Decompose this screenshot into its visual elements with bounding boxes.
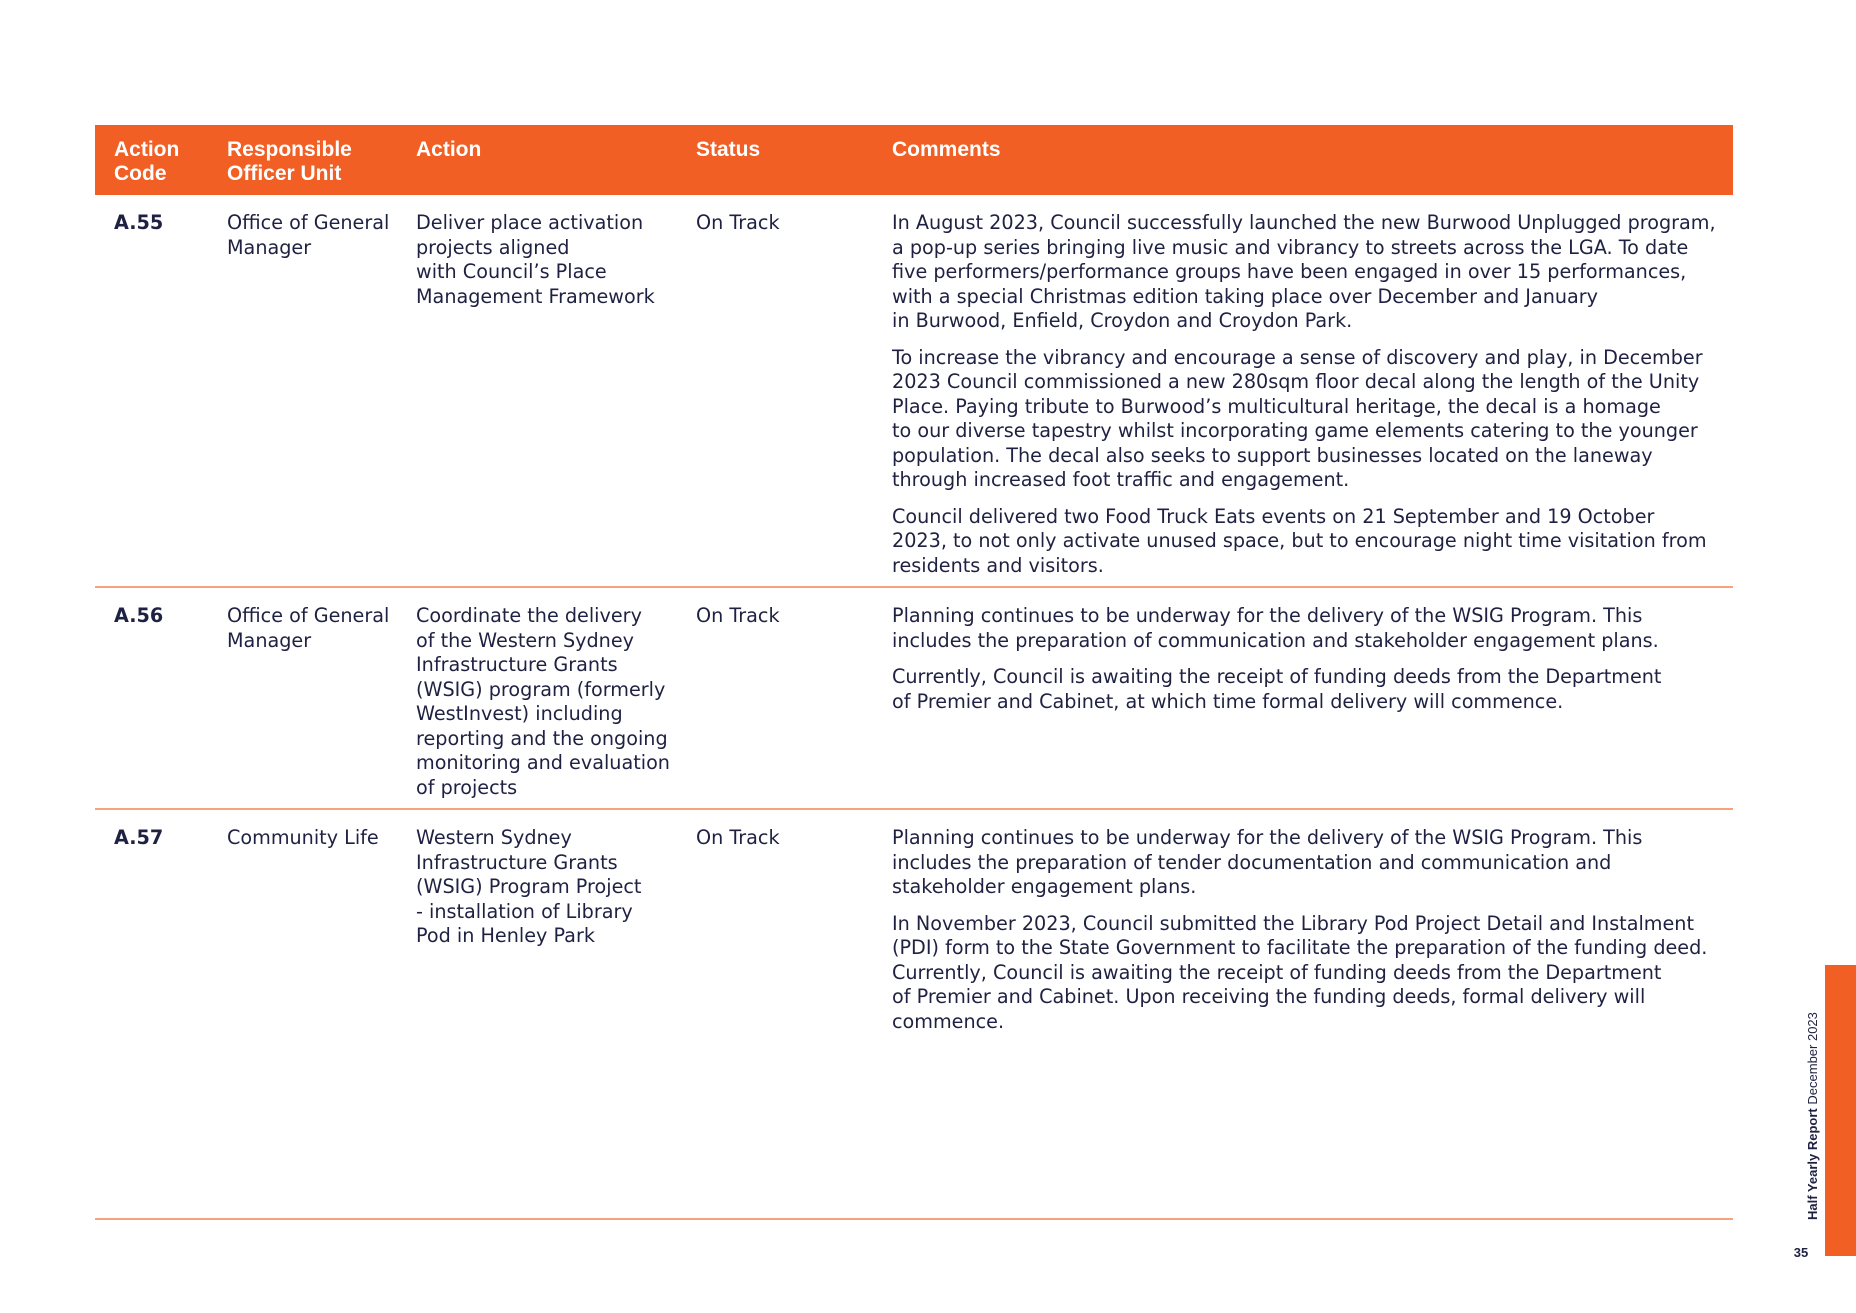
comments	[892, 211, 1737, 590]
status-text: On Track	[696, 604, 780, 627]
table-header	[95, 125, 1733, 195]
table-row	[95, 195, 1733, 588]
action-table	[95, 125, 1733, 1220]
comments	[892, 604, 1737, 726]
status-text: On Track	[696, 211, 780, 234]
comment-paragraph: In November 2023, Council submitted the Library Pod Project Detail and Instalment (PDI) form to the State Government to facilitate the preparation of the funding deed. Currently, Council is awaiting the receipt of funding deeds from the Department of Premier and Cabinet. Upon receiving the funding deeds, formal delivery will commence.	[892, 911, 1708, 1033]
table-row	[95, 588, 1733, 810]
responsible-officer-unit: Community Life	[227, 826, 379, 849]
report-title: Half Yearly Report	[1805, 1108, 1820, 1220]
table-row	[95, 810, 1733, 1220]
comment-paragraph: To increase the vibrancy and encourage a sense of discovery and play, in December 2023 Council commissioned a new 280sqm floor decal along the length of the Unity Place. Paying tribute to Burwood’s multicultural heritage, the decal is a homage to our diverse tapestry whilst incorporating game elements catering to the younger population. The decal also seeks to support businesses located on the laneway through increased foot traffic and engagement.	[892, 345, 1703, 491]
action-description: Deliver place activation projects aligned with Council’s Place Management Framework	[416, 211, 655, 308]
action-description: Western Sydney Infrastructure Grants (WSIG) Program Project - installation of Library Pod in Henley Park	[416, 826, 642, 947]
header-action-code: Action Code	[114, 138, 180, 185]
action-description: Coordinate the delivery of the Western Sydney Infrastructure Grants (WSIG) program (formerly WestInvest) including reporting and the ongoing monitoring and evaluation of projects	[416, 604, 670, 799]
page-number: 35	[1793, 1245, 1809, 1260]
comment-paragraph: In August 2023, Council successfully launched the new Burwood Unplugged program, a pop-up series bringing live music and vibrancy to streets across the LGA. To date five performers/performance groups have been engaged in over 15 performances, with a special Christmas edition taking place over December and January in Burwood, Enfield, Croydon and Croydon Park.	[892, 211, 1716, 332]
report-footer-label	[1805, 1012, 1820, 1220]
comments	[892, 826, 1737, 1046]
responsible-officer-unit: Office of General Manager	[227, 604, 390, 652]
header-status: Status	[696, 138, 761, 161]
status-text: On Track	[696, 826, 780, 849]
action-code: A.55	[114, 211, 164, 234]
comment-paragraph: Planning continues to be underway for the delivery of the WSIG Program. This includes the preparation of tender documentation and communication and stakeholder engagement plans.	[892, 826, 1643, 898]
action-code: A.57	[114, 826, 164, 849]
header-comments: Comments	[892, 138, 1001, 161]
action-code: A.56	[114, 604, 164, 627]
report-period: December 2023	[1805, 1012, 1820, 1105]
comment-paragraph: Planning continues to be underway for the delivery of the WSIG Program. This includes the preparation of communication and stakeholder engagement plans.	[892, 604, 1659, 652]
responsible-officer-unit: Office of General Manager	[227, 211, 390, 259]
header-action: Action	[416, 138, 482, 161]
comment-paragraph: Council delivered two Food Truck Eats events on 21 September and 19 October 2023, to not only activate unused space, but to encourage night time visitation from residents and visitors.	[892, 504, 1707, 577]
side-accent-bar	[1825, 965, 1856, 1256]
comment-paragraph: Currently, Council is awaiting the receipt of funding deeds from the Department of Premier and Cabinet, at which time formal delivery will commence.	[892, 665, 1662, 713]
header-responsible-officer-unit: Responsible Officer Unit	[227, 138, 352, 185]
